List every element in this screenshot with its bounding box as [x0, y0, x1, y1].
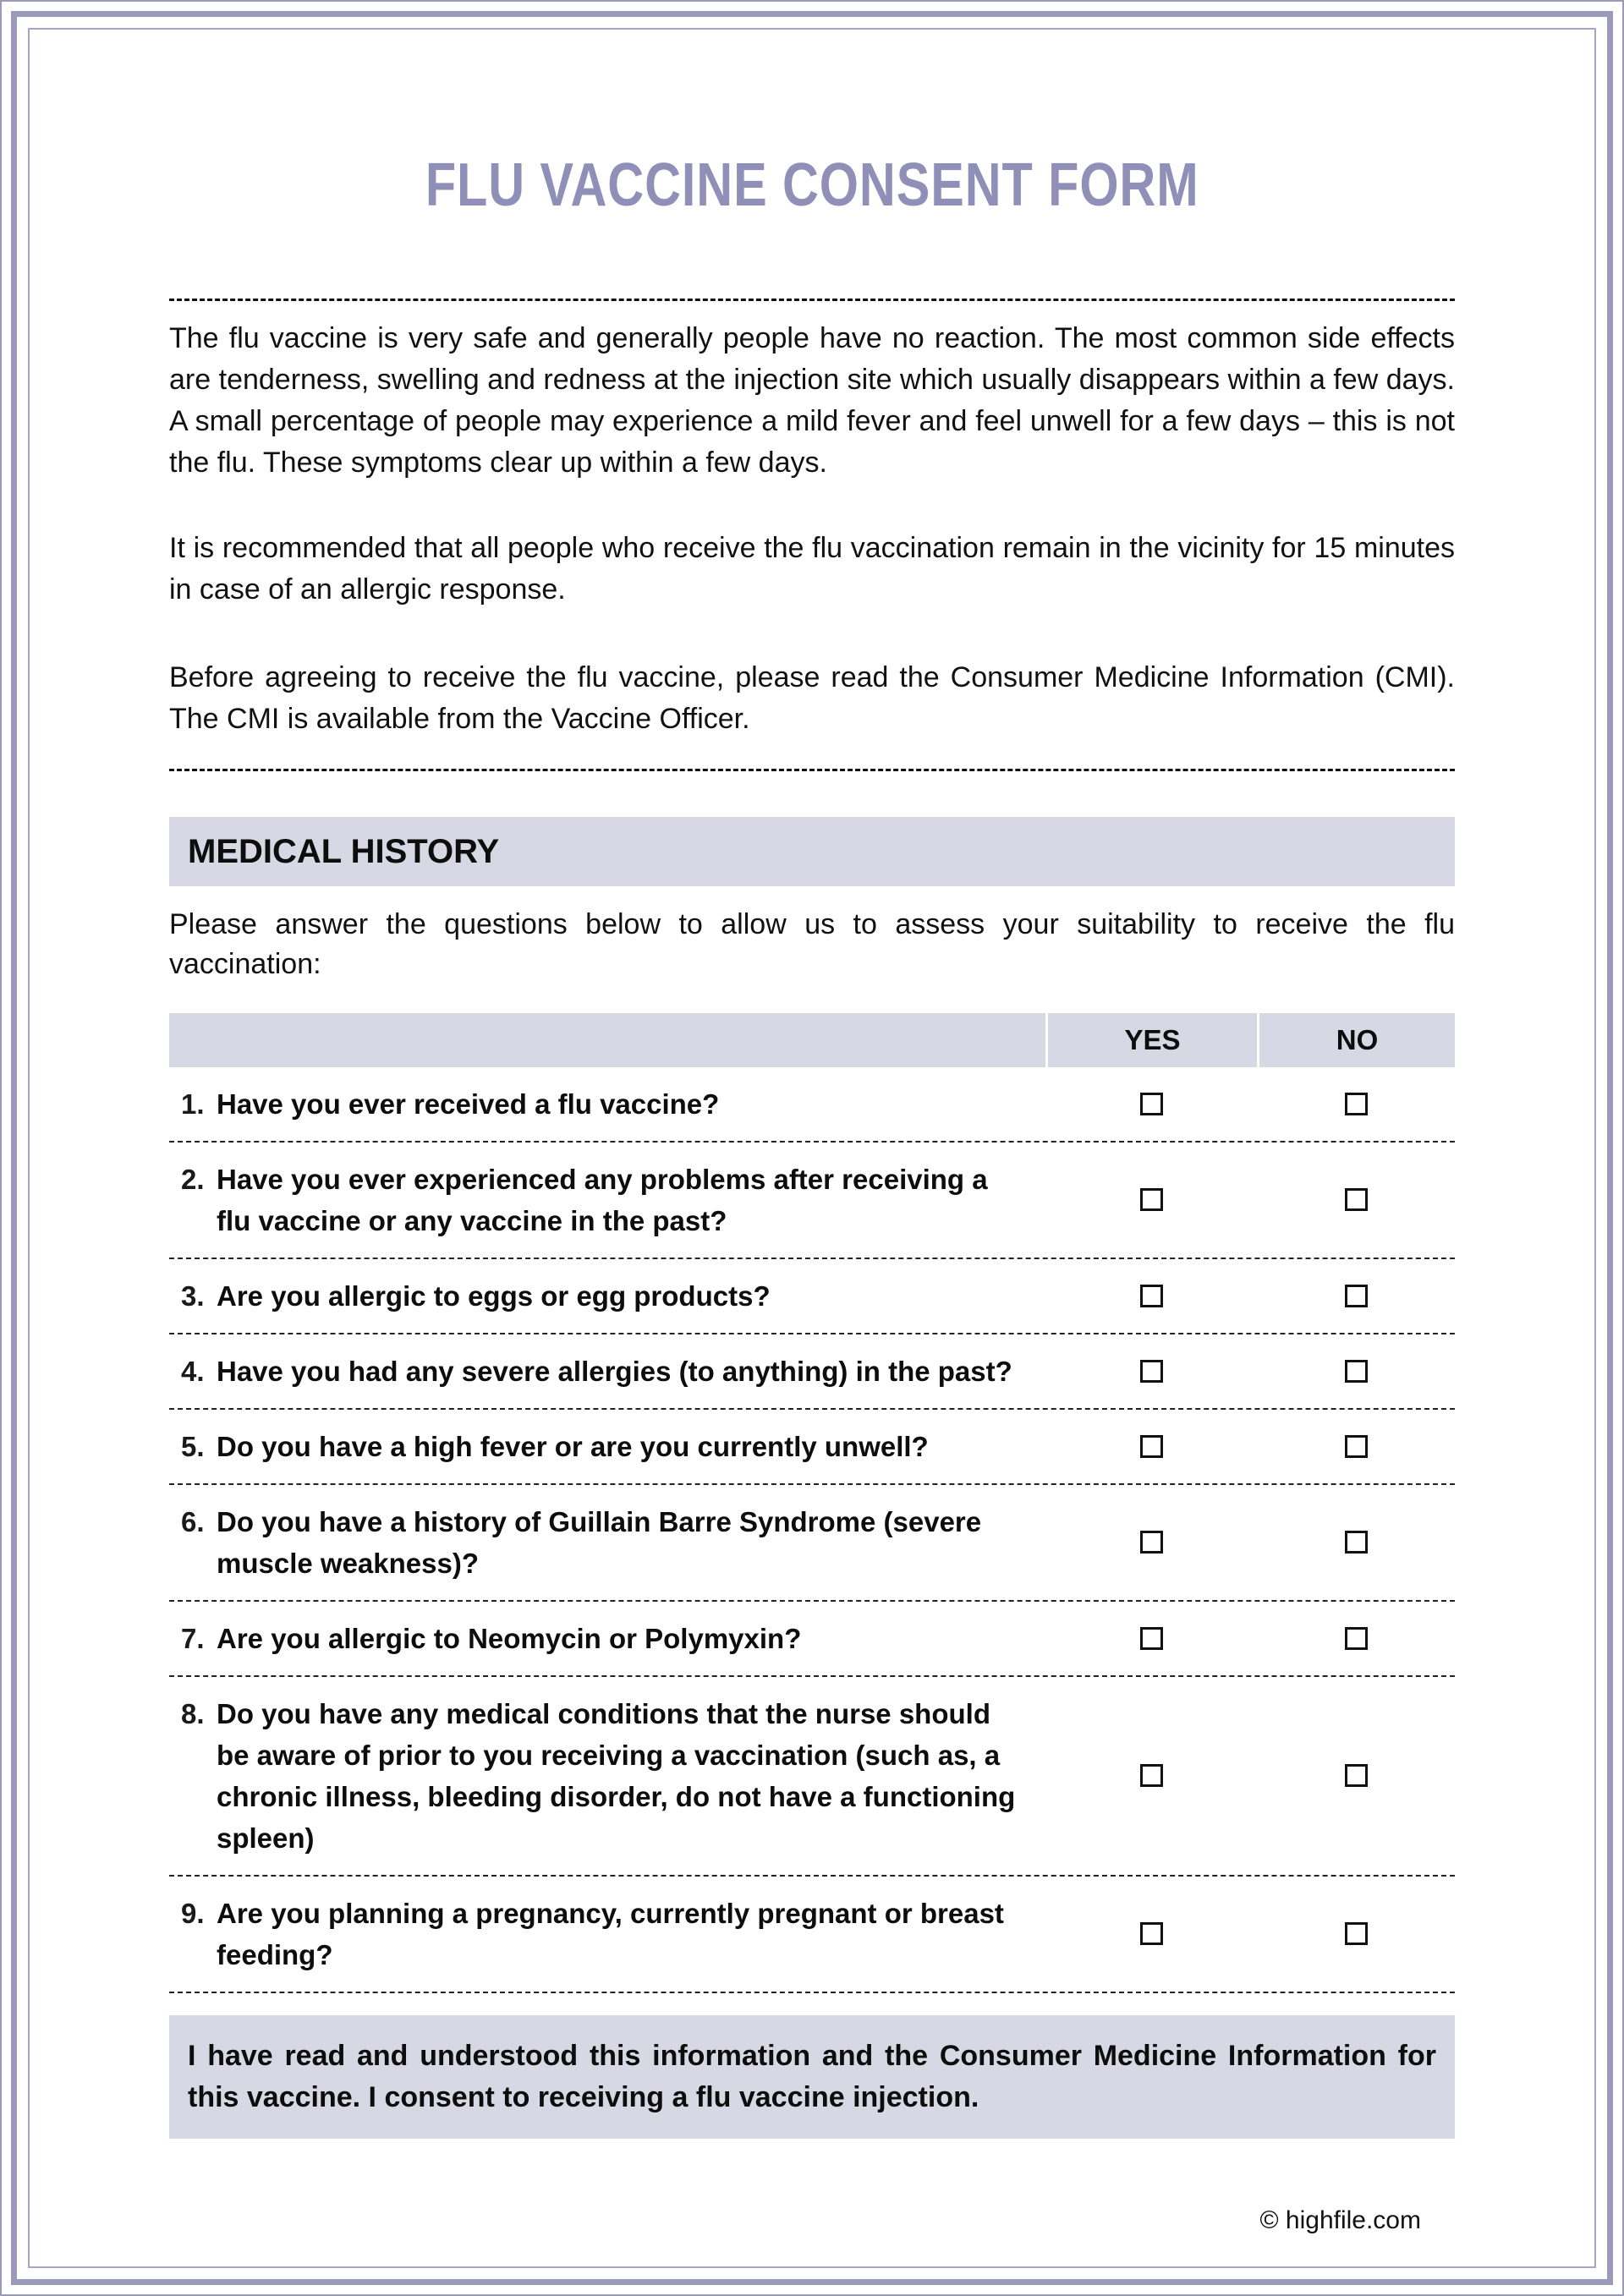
- question-row-5: [169, 1410, 1455, 1485]
- question-cell: [169, 1501, 1045, 1584]
- section-divider-bottom: [169, 769, 1455, 771]
- header-no-cell: NO: [1257, 1013, 1455, 1067]
- question-number: 8.: [181, 1697, 205, 1729]
- question-number: 5.: [181, 1430, 205, 1462]
- page-content: [169, 152, 1455, 2235]
- question-number: 9.: [181, 1897, 205, 1929]
- q4-no-checkbox[interactable]: [1345, 1360, 1368, 1383]
- page-title: [169, 152, 1455, 218]
- question-number: 1.: [181, 1088, 205, 1120]
- yes-cell: [1045, 1083, 1257, 1125]
- q9-no-checkbox[interactable]: [1345, 1922, 1368, 1945]
- no-cell: [1257, 1275, 1455, 1317]
- no-cell: [1257, 1159, 1455, 1241]
- question-row-7: [169, 1602, 1455, 1677]
- yes-cell: [1045, 1501, 1257, 1584]
- page-title-text: FLU VACCINE CONSENT FORM: [425, 150, 1199, 219]
- yes-cell: [1045, 1693, 1257, 1859]
- question-number: 7.: [181, 1622, 205, 1654]
- question-cell: [169, 1351, 1045, 1392]
- yes-cell: [1045, 1618, 1257, 1659]
- no-cell: [1257, 1083, 1455, 1125]
- q2-yes-checkbox[interactable]: [1140, 1188, 1163, 1211]
- question-text: Have you ever experienced any problems after receiving a flu vaccine or any vaccine in the past?: [217, 1163, 988, 1236]
- intro-paragraph-2: It is recommended that all people who receive the flu vaccination remain in the vicinity for 15 minutes in case of an allergic response.: [169, 531, 1455, 606]
- yes-cell: [1045, 1159, 1257, 1241]
- q6-yes-checkbox[interactable]: [1140, 1531, 1163, 1553]
- q7-yes-checkbox[interactable]: [1140, 1627, 1163, 1650]
- intro-paragraph-1: The flu vaccine is very safe and generally people have no reaction. The most common side effects are tenderness, swelling and redness at the injection site which usually disappears within a few days. A small percentage of people may experience a mild fever and feel unwell for a few days – this is not the flu. These symptoms clear up within a few days.: [169, 321, 1455, 479]
- question-number: 6.: [181, 1505, 205, 1537]
- q5-yes-checkbox[interactable]: [1140, 1435, 1163, 1458]
- q1-no-checkbox[interactable]: [1345, 1093, 1368, 1115]
- question-cell: [169, 1893, 1045, 1975]
- q8-yes-checkbox[interactable]: [1140, 1764, 1163, 1787]
- question-text: Do you have a history of Guillain Barre Syndrome (severe muscle weakness)?: [217, 1505, 982, 1579]
- medical-history-intro: Please answer the questions below to allow us to assess your suitability to receive the flu vaccination:: [169, 907, 1455, 980]
- question-cell: [169, 1618, 1045, 1659]
- section-divider-top: [169, 299, 1455, 301]
- yes-cell: [1045, 1275, 1257, 1317]
- question-cell: [169, 1083, 1045, 1125]
- q9-yes-checkbox[interactable]: [1140, 1922, 1163, 1945]
- yes-cell: [1045, 1893, 1257, 1975]
- q5-no-checkbox[interactable]: [1345, 1435, 1368, 1458]
- question-row-4: [169, 1334, 1455, 1410]
- header-yes-cell: YES: [1045, 1013, 1257, 1067]
- question-text: Are you allergic to eggs or egg products?: [217, 1280, 771, 1312]
- table-header-row: [169, 1013, 1455, 1067]
- question-text: Are you planning a pregnancy, currently pregnant or breast feeding?: [217, 1897, 1004, 1970]
- question-row-6: [169, 1485, 1455, 1602]
- question-number: 4.: [181, 1355, 205, 1387]
- no-cell: [1257, 1693, 1455, 1859]
- q7-no-checkbox[interactable]: [1345, 1627, 1368, 1650]
- no-cell: [1257, 1501, 1455, 1584]
- q1-yes-checkbox[interactable]: [1140, 1093, 1163, 1115]
- no-cell: [1257, 1426, 1455, 1467]
- question-number: 2.: [181, 1163, 205, 1195]
- question-number: 3.: [181, 1280, 205, 1312]
- q2-no-checkbox[interactable]: [1345, 1188, 1368, 1211]
- q4-yes-checkbox[interactable]: [1140, 1360, 1163, 1383]
- q8-no-checkbox[interactable]: [1345, 1764, 1368, 1787]
- question-cell: [169, 1426, 1045, 1467]
- question-row-9: [169, 1877, 1455, 1993]
- intro-paragraph-3: Before agreeing to receive the flu vaccine, please read the Consumer Medicine Information (CMI). The CMI is available from the Vaccine Officer.: [169, 660, 1455, 735]
- header-question-cell: [169, 1013, 1045, 1067]
- yes-cell: [1045, 1426, 1257, 1467]
- q6-no-checkbox[interactable]: [1345, 1531, 1368, 1553]
- question-row-8: [169, 1677, 1455, 1877]
- question-text: Are you allergic to Neomycin or Polymyxin?: [217, 1622, 802, 1654]
- q3-no-checkbox[interactable]: [1345, 1285, 1368, 1307]
- question-cell: [169, 1693, 1045, 1859]
- footer-copyright: © highfile.com: [1259, 2206, 1421, 2234]
- no-cell: [1257, 1893, 1455, 1975]
- q3-yes-checkbox[interactable]: [1140, 1285, 1163, 1307]
- question-row-3: [169, 1259, 1455, 1334]
- question-text: Have you had any severe allergies (to anything) in the past?: [217, 1355, 1012, 1387]
- medical-history-heading: MEDICAL HISTORY: [169, 817, 1455, 886]
- yes-cell: [1045, 1351, 1257, 1392]
- no-cell: [1257, 1351, 1455, 1392]
- question-cell: [169, 1275, 1045, 1317]
- question-text: Do you have a high fever or are you currently unwell?: [217, 1430, 929, 1462]
- question-text: Do you have any medical conditions that the nurse should be aware of prior to you receiving a vaccination (such as, a chronic illness, bleeding disorder, do not have a functioning spleen): [217, 1697, 1016, 1854]
- medical-history-table: [169, 1013, 1455, 1993]
- question-text: Have you ever received a flu vaccine?: [217, 1088, 720, 1120]
- question-row-2: [169, 1143, 1455, 1259]
- no-cell: [1257, 1618, 1455, 1659]
- question-cell: [169, 1159, 1045, 1241]
- consent-statement: I have read and understood this information and the Consumer Medicine Information for this vaccine. I consent to receiving a flu vaccine injection.: [169, 2015, 1455, 2139]
- question-row-1: [169, 1067, 1455, 1143]
